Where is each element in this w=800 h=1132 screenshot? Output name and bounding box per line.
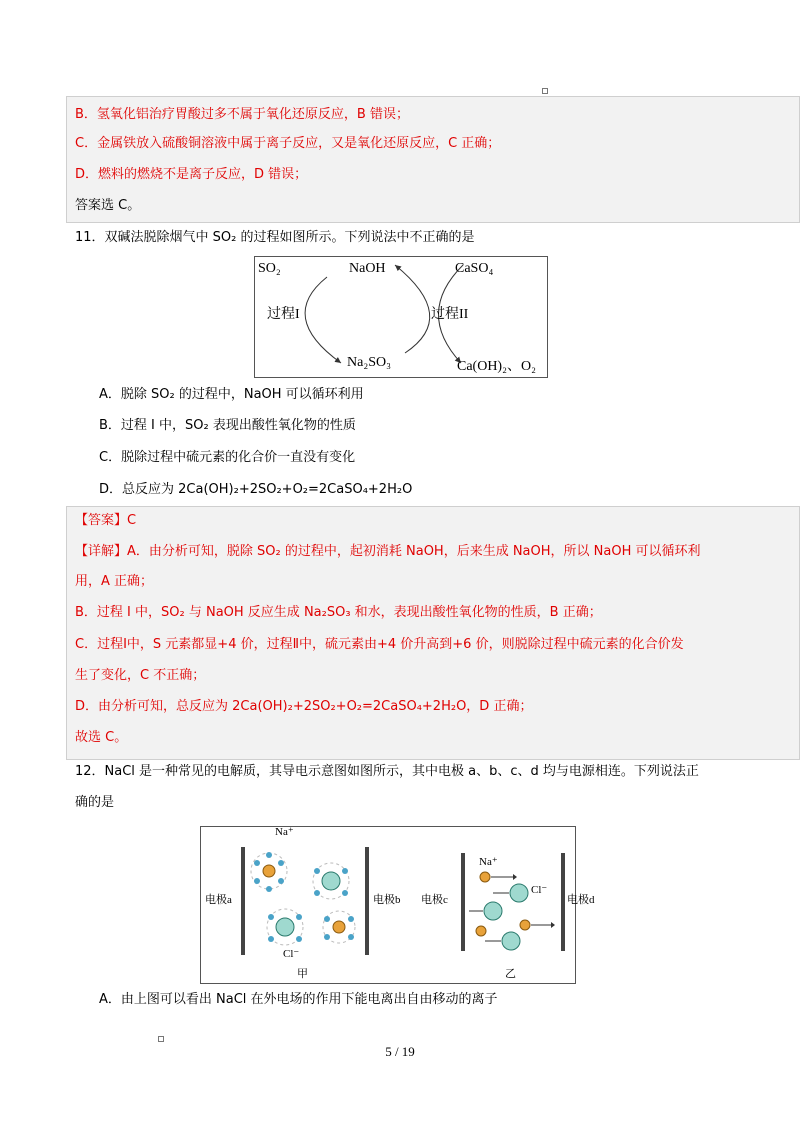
label-electrode-b: 电极b: [373, 894, 401, 906]
label-electrode-c: 电极c: [421, 894, 448, 906]
explanation-box-2: [66, 506, 800, 760]
answer-line: 答案选 C。: [75, 198, 141, 213]
hydrated-na-ion: [251, 852, 287, 892]
explanation-line-c: C．金属铁放入硫酸铜溶液中属于离子反应，又是氧化还原反应，C 正确；: [75, 136, 501, 151]
detail-d: D．由分析可知，总反应为 2Ca(OH)₂+2SO₂+O₂=2CaSO₄+2H₂O，D 正确；: [75, 699, 533, 714]
label-caoh2-o2: Ca(OH)₂、O₂: [457, 359, 536, 374]
q11-option-b: B．过程 I 中，SO₂ 表现出酸性氧化物的性质: [99, 418, 356, 433]
paragraph-mark-bottom: [158, 1036, 164, 1042]
label-cl-minus-right: Cl⁻: [531, 884, 548, 896]
page-number: 5 / 19: [385, 1044, 415, 1059]
label-so2: SO₂: [258, 261, 281, 276]
label-caso4: CaSO₄: [455, 261, 494, 276]
detail-a-line1: A．由分析可知，脱除 SO₂ 的过程中，起初消耗 NaOH，后来生成 NaOH，所以 NaOH 可以循环利: [127, 544, 701, 559]
label-naoh: NaOH: [349, 261, 386, 276]
label-jia: 甲: [297, 968, 308, 980]
q11-diagram: [254, 256, 548, 378]
detail-b: B．过程 I 中，SO₂ 与 NaOH 反应生成 Na₂SO₃ 和水，表现出酸性氧化物的性质，B 正确；: [75, 605, 602, 620]
detail-a-line2: 用，A 正确；: [75, 574, 154, 589]
detail-tag: 【详解】: [75, 544, 128, 559]
conclusion: 故选 C。: [75, 730, 128, 745]
q12-diagram: [200, 826, 595, 984]
detail-c-line2: 生了变化，C 不正确；: [75, 668, 206, 683]
label-na-plus-right: Na⁺: [479, 856, 498, 868]
hydrated-na-ion-2: [323, 911, 355, 943]
q11-option-c: C．脱除过程中硫元素的化合价一直没有变化: [99, 450, 356, 465]
detail-c-line1: C．过程Ⅰ中，S 元素都显+4 价，过程Ⅱ中，硫元素由+4 价升高到+6 价，则脱除过程中硫元素的化合价发: [75, 637, 684, 652]
label-cl-minus-left: Cl⁻: [283, 948, 300, 960]
q12-option-a: A．由上图可以看出 NaCl 在外电场的作用下能电离出自由移动的离子: [99, 992, 498, 1007]
question-12-stem-line2: 确的是: [75, 795, 115, 810]
hydrated-cl-ion: [313, 863, 349, 899]
label-process-2: 过程II: [431, 307, 469, 322]
explanation-line-b: B．氢氧化铝治疗胃酸过多不属于氧化还原反应，B 错误；: [75, 107, 409, 122]
answer-tag: 【答案】: [75, 513, 128, 528]
label-electrode-a: 电极a: [205, 894, 232, 906]
paragraph-mark: [542, 88, 548, 94]
label-electrode-d: 电极d: [567, 894, 595, 906]
explanation-box-1: [66, 96, 800, 223]
answer-row: [75, 512, 136, 530]
q11-option-a: A．脱除 SO₂ 的过程中，NaOH 可以循环利用: [99, 387, 364, 402]
detail-row-a1: [75, 543, 701, 561]
label-process-1: 过程I: [267, 307, 300, 322]
question-12-stem-line1: 12．NaCl 是一种常见的电解质，其导电示意图如图所示，其中电极 a、b、c、d 均与电源相连。下列说法正: [75, 764, 699, 779]
label-na2so3: Na₂SO₃: [347, 355, 391, 370]
q11-option-d: D．总反应为 2Ca(OH)₂+2SO₂+O₂=2CaSO₄+2H₂O: [99, 482, 413, 497]
explanation-line-d: D．燃料的燃烧不是离子反应，D 错误；: [75, 167, 308, 182]
label-na-plus-left: Na⁺: [275, 826, 294, 838]
answer-value: C: [127, 513, 137, 528]
hydrated-cl-ion-2: [267, 909, 303, 945]
label-yi: 乙: [505, 968, 516, 980]
question-11-stem: 11．双碱法脱除烟气中 SO₂ 的过程如图所示。下列说法中不正确的是: [75, 230, 475, 245]
